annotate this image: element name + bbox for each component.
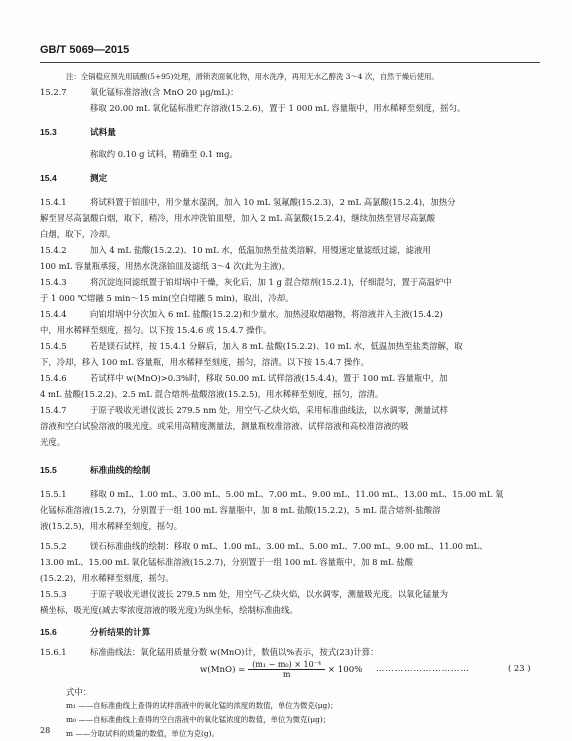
clause-line: 于原子吸收光谱仪波长 279.5 nm 处，用空气-乙炔火焰，采用标准曲线法，以水调零，测量试样 (90, 405, 448, 415)
note-top: 注：全锅稳应预先用硫酸(5+95)处理，滑锁表面氧化物，用水洗净，再用无水乙醇洗 3～4 次，自然干燥后使用。 (66, 72, 439, 81)
clause-number: 15.5.1 (40, 489, 67, 499)
where-label: 式中： (66, 687, 92, 697)
clause-number: 15.4.5 (40, 341, 67, 351)
formula (200, 660, 362, 679)
definition-line: m ——分取试料的质量的数值，单位为克(g)。 (66, 729, 219, 738)
clause-line: 解至冒尽高氯酸白烟，取下，稍冷，用水冲洗铂皿壁，加入 2 mL 高氯酸(15.2.4)，继续加热至冒尽高氯酸 (40, 213, 435, 223)
section-number: 15.3 (40, 127, 57, 137)
section-number: 15.4 (40, 173, 57, 183)
equation-number: ( 23 ) (508, 663, 531, 673)
clause-line: 镁石标准曲线的绘制：移取 0 mL、1.00 mL、3.00 mL、5.00 mL、7.00 mL、9.00 mL、11.00 mL、 (90, 541, 488, 551)
clause-line: 移取 0 mL、1.00 mL、3.00 mL、5.00 mL、7.00 mL、9.00 mL、11.00 mL、13.00 mL、15.00 mL 氧 (90, 489, 504, 499)
section-heading: 测定 (90, 173, 108, 183)
formula-fraction (248, 660, 325, 679)
leader-dots: ………………………… (376, 663, 470, 673)
clause-number: 15.4.3 (40, 277, 67, 287)
definition-line: m₁ ——自标准曲线上查得的试样溶液中的氧化锰的浓度的数值，单位为微克(μg)； (66, 701, 338, 710)
clause-line: 液(15.2.5)，用水稀释至刻度，摇匀。 (40, 521, 183, 531)
clause-line: 光度。 (40, 437, 66, 447)
header-rule (40, 62, 540, 63)
clause-line: 加入 4 mL 盐酸(15.2.2)、10 mL 水，低温加热至盐类溶解，用慢速定量滤纸过滤，滤液用 (90, 245, 431, 255)
clause-number: 15.4.7 (40, 405, 67, 415)
clause-line: 标准曲线法：氧化锰用质量分数 w(MnO)计，数值以%表示，按式(23)计算： (90, 647, 379, 657)
clause-line: 化锰标准溶液(15.2.7)，分别置于一组 100 mL 容量瓶中，加 8 mL 盐酸(15.2.2)，5 mL 混合熔剂-盐酸溶 (40, 505, 441, 515)
clause-line: 白烟，取下，冷却。 (40, 229, 116, 239)
standard-number: GB/T 5069—2015 (40, 44, 130, 56)
clause-line: 于原子吸收光谱仪波长 279.5 nm 处，用空气-乙炔火焰，以水调零，测量吸光度。以氧化锰量为 (90, 589, 448, 599)
clause-line: 横坐标，吸光度(减去零浓度溶液的吸光度)为纵坐标，绘制标准曲线。 (40, 605, 298, 615)
clause-line: 若是镁石试样，按 15.4.1 分解后，加入 8 mL 盐酸(15.2.2)、10 mL 水，低温加热至盐类溶解，取 (90, 341, 463, 351)
clause-line: 将沉淀连同滤纸置于铂坩埚中干燥，灰化后，加 1 g 混合熔剂(15.2.1)，仔细混匀，置于高温炉中 (90, 277, 452, 287)
clause-line: 于 1 000 ℃熔融 5 min～15 min(空白熔融 5 min)，取出，冷却。 (40, 293, 294, 303)
section-heading: 标准曲线的绘制 (90, 465, 151, 475)
clause-number: 15.5.3 (40, 589, 67, 599)
section-number: 15.6 (40, 627, 57, 637)
section-number: 15.5 (40, 465, 57, 475)
section-number: 15.2.7 (40, 87, 67, 97)
clause-number: 15.4.4 (40, 309, 67, 319)
clause-line: 下，冷却，移入 100 mL 容量瓶，用水稀释至刻度，摇匀，溶清。以下按 15.4.7 操作。 (40, 357, 370, 367)
clause-number: 15.4.6 (40, 373, 67, 383)
clause-number: 15.4.1 (40, 197, 67, 207)
formula-tail: × 100% (327, 665, 363, 675)
clause-line: 中，用水稀释至刻度，摇匀。以下按 15.4.6 或 15.4.7 操作。 (40, 325, 272, 335)
paragraph: 称取约 0.10 g 试料，精确至 0.1 mg。 (90, 149, 238, 159)
section-title: 氧化锰标准溶液(含 MnO 20 μg/mL)： (90, 87, 239, 97)
clause-line: 13.00 mL、15.00 mL 氧化锰标准溶液(15.2.7)，分别置于一组 100 mL 容量瓶中，加 8 mL 盐酸 (40, 557, 414, 567)
clause-number: 15.5.2 (40, 541, 67, 551)
clause-line: 若试样中 w(MnO)>0.3%时，移取 50.00 mL 试样溶液(15.4.4)，置于 100 mL 容量瓶中，加 (90, 373, 448, 383)
formula-lhs: w(MnO) = (200, 665, 246, 675)
clause-line: 将试料置于铂皿中，用少量水湿润，加入 10 mL 氢氟酸(15.2.3)，2 mL 高氯酸(15.2.4)，加热分 (90, 197, 456, 207)
definition-line: m₀ ——自标准曲线上查得的空白溶液中的氧化锰浓度的数值，单位为微克(μg)； (66, 715, 331, 724)
section-heading: 试料量 (90, 127, 116, 137)
clause-line: 4 mL 盐酸(15.2.2)、2.5 mL 混合熔剂-盐酸溶液(15.2.5)，用水稀释至刻度，摇匀，溶清。 (40, 389, 384, 399)
clause-line: 向铂坩埚中分次加入 6 mL 盐酸(15.2.2)和少量水，加热浸取熔融物，将溶液并入主液(15.4.2) (90, 309, 443, 319)
paragraph: 移取 20.00 mL 氧化锰标准贮存溶液(15.2.6)，置于 1 000 mL 容量瓶中，用水稀释至刻度，摇匀。 (90, 103, 466, 113)
formula-numerator: (m₁ − m₀) × 10⁻⁴ (248, 660, 325, 670)
clause-line: 100 mL 容量瓶承接，用热水洗涤铂皿及滤纸 3～4 次(此为主液)。 (40, 261, 290, 271)
page-number: 28 (40, 726, 51, 735)
clause-number: 15.6.1 (40, 647, 67, 657)
formula-denominator: m (282, 670, 291, 679)
clause-number: 15.4.2 (40, 245, 67, 255)
clause-line: 溶液和空白试验溶液的吸光度。或采用高精度测量法，测量瓶校准溶液、试样溶液和高校准溶液的吸 (40, 421, 409, 431)
clause-line: (15.2.2)，用水稀释至刻度，摇匀。 (40, 573, 174, 583)
section-heading: 分析结果的计算 (90, 627, 151, 637)
